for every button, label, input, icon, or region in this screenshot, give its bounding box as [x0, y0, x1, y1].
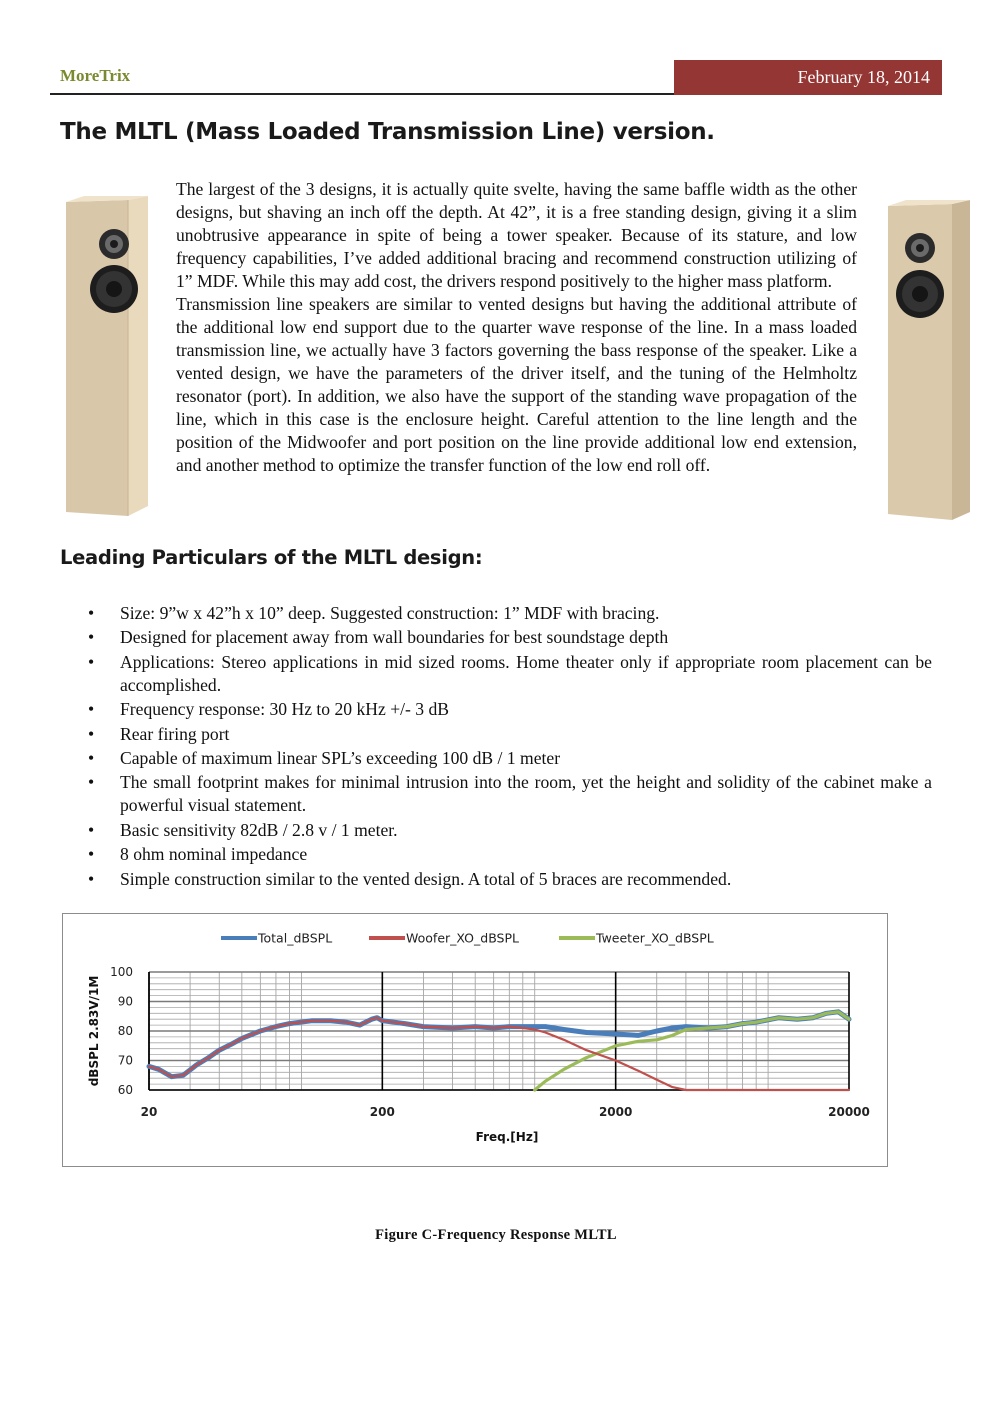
list-item: • 8 ohm nominal impedance: [88, 844, 308, 865]
list-item: • Applications: Stereo applications in mid sized rooms. Home theater only if appropriate room placement can be accomplished.: [88, 651, 932, 695]
x-tick-label: 20: [140, 1105, 158, 1119]
particulars-list: [86, 602, 932, 892]
bullet-icon: •: [88, 603, 95, 623]
bullet-icon: •: [88, 844, 95, 865]
page-title: The MLTL (Mass Loaded Transmission Line) version.: [60, 119, 715, 145]
bullet-icon: •: [88, 747, 95, 768]
legend-label: Total_dBSPL: [258, 930, 333, 946]
bullet-icon: •: [88, 627, 95, 648]
header-date: February 18, 2014: [674, 60, 942, 95]
x-tick-label: 2000: [598, 1105, 633, 1119]
list-item: • Size: 9”w x 42”h x 10” deep. Suggested construction: 1” MDF with bracing.: [88, 603, 660, 623]
x-tick-label: 20000: [828, 1105, 870, 1119]
bullet-icon: •: [88, 772, 95, 793]
list-item: • Simple construction similar to the vented design. A total of 5 braces are recommended.: [88, 868, 732, 889]
y-tick-label: 100: [110, 965, 133, 979]
list-item: • Basic sensitivity 82dB / 2.8 v / 1 meter.: [88, 819, 398, 840]
frequency-response-chart: [62, 913, 888, 1167]
figure-caption: Figure C-Frequency Response MLTL: [375, 1227, 617, 1243]
list-item: • Designed for placement away from wall boundaries for best soundstage depth: [88, 627, 669, 648]
list-item: • Capable of maximum linear SPL’s exceeding 100 dB / 1 meter: [88, 747, 561, 768]
bullet-icon: •: [88, 819, 95, 840]
bullet-icon: •: [88, 699, 95, 720]
section-heading: Leading Particulars of the MLTL design:: [60, 546, 483, 569]
series-line-woofer-xo-dbspl: [149, 1018, 849, 1090]
x-axis-title: Freq.[Hz]: [475, 1130, 539, 1144]
intro-paragraph: The largest of the 3 designs, it is actually quite svelte, having the same baffle width as the other designs, but shaving an inch off the depth. At 42”, it is a free standing design, giving it a slim unobtrusive appearance in spite of being a tower speaker. Because of its stature, and low frequency capabilities, I’ve added additional bracing and recommend construction utilizing of 1” MDF. While this may add cost, the drivers respond positively to the higher mass platform.: [176, 179, 857, 291]
bullet-icon: •: [88, 723, 95, 744]
bullet-icon: •: [88, 868, 95, 889]
y-tick-label: 90: [117, 994, 133, 1009]
chart-svg: [63, 914, 886, 1165]
intro-text: [176, 178, 857, 477]
bullet-icon: •: [88, 651, 95, 672]
list-item: • Rear firing port: [88, 723, 230, 744]
y-tick-label: 70: [117, 1053, 133, 1068]
right-speaker-image: [884, 200, 974, 524]
left-speaker-image: [64, 194, 152, 520]
legend-label: Tweeter_XO_dBSPL: [596, 930, 714, 946]
y-axis-title: dBSPL 2.83V/1M: [87, 975, 101, 1087]
list-item: • Frequency response: 30 Hz to 20 kHz +/- 3 dB: [88, 699, 449, 720]
series-line-total-dbspl: [149, 1012, 849, 1077]
header-brand: MoreTrix: [60, 66, 131, 85]
header-rule: [50, 93, 676, 95]
legend-label: Woofer_XO_dBSPL: [406, 930, 519, 946]
x-tick-label: 200: [369, 1105, 395, 1119]
y-tick-label: 80: [117, 1024, 133, 1038]
intro-paragraph: Transmission line speakers are similar to vented designs but having the additional attribute of the additional low end support due to the quarter wave response of the line. In a mass loaded transmission line, we actually have 3 factors governing the bass response of the speaker. Like a vented design, we have the parameters of the driver itself, and the tuning of the Helmholtz resonator (port). In addition, we also have the support of the standing wave propagation of the line, which in this case is the enclosure height. Careful attention to the line length and the position of the Midwoofer and port position on the line provide additional low end extension, and another method to optimize the transfer function of the low end roll off.: [176, 294, 857, 475]
list-item: • The small footprint makes for minimal intrusion into the room, yet the height and solidity of the cabinet make a powerful visual statement.: [88, 772, 932, 816]
y-tick-label: 60: [117, 1083, 133, 1097]
